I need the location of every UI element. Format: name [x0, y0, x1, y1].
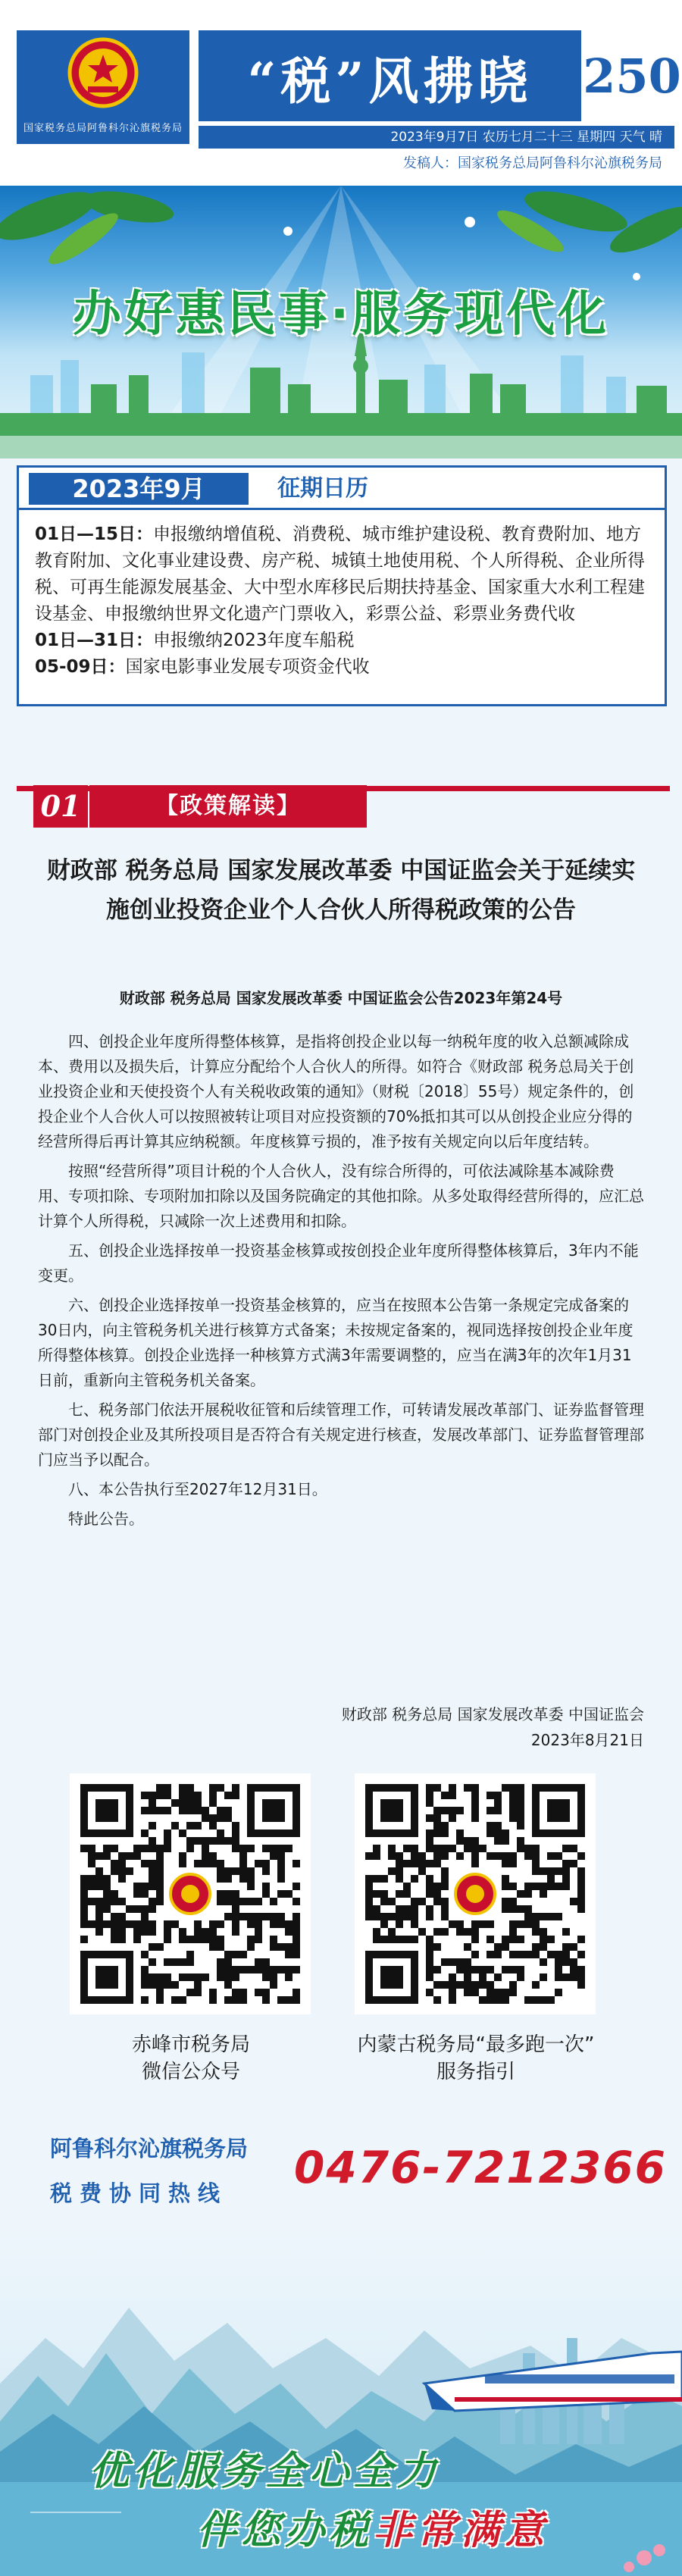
qr-caption-1 [47, 2031, 335, 2086]
section-title: 【政策解读】 [89, 785, 367, 828]
qr-code-service-guide[interactable] [355, 1773, 596, 2014]
calendar-row [35, 628, 655, 654]
calendar-row [35, 521, 655, 628]
article-paragraph: 特此公告。 [68, 1510, 144, 1528]
footer-slogan-part: 伴您办税 [197, 2507, 374, 2553]
article-title: 财政部 税务总局 国家发展改革委 中国证监会关于延续实施创业投资企业个人合伙人所得税政策的公告 [46, 857, 636, 924]
newsletter-title: “税”风拂晓 [247, 52, 533, 111]
banner-slogan: 办好惠民事·服务现代化 [72, 286, 610, 343]
calendar-row-text: 申报缴纳增值税、消费税、城市维护建设税、教育费附加、地方教育附加、文化事业建设费、房产税、城镇土地使用税、个人所得税、企业所得税、可再生能源发展基金、大中型水库移民后期扶持基金、国家重大水利工程建设基金、申报缴纳世界文化遗产门票收入，彩票公益、彩票业务费代收 [35, 524, 645, 624]
newsletter-title-box [199, 30, 581, 121]
qr-caption-line: 赤峰市税务局 [131, 2033, 250, 2056]
calendar-row [35, 654, 655, 681]
article-document-number: 财政部 税务总局 国家发展改革委 中国证监会公告2023年第24号 [119, 989, 563, 1007]
calendar-label: 征期日历 [277, 475, 368, 502]
footer-illustration [0, 2224, 682, 2576]
hotline-organization: 阿鲁科尔沁旗税务局 [50, 2136, 249, 2161]
qr-caption-line: 内蒙古税务局“最多跑一次” [357, 2033, 595, 2056]
qr-caption-line: 服务指引 [436, 2061, 515, 2083]
calendar-divider [17, 508, 667, 510]
calendar-list [35, 521, 655, 681]
article-date: 2023年8月21日 [530, 1731, 644, 1749]
calendar-row-date: 01日—31日： [35, 631, 154, 650]
qr-caption-line: 微信公众号 [141, 2061, 240, 2083]
hero-banner [0, 186, 682, 459]
article-paragraph: 六、创投企业选择按单一投资基金核算的，应当在按照本公告第一条规定完成备案的30日内，向主管税务机关进行核算方式备案；未按规定备案的，视同选择按创投企业年度所得整体核算。创投企业选择一种核算方式满3年需要调整的，应当在满3年的次年1月31日前，重新向主管税务机关备案。 [38, 1296, 634, 1389]
qr-code-chifeng-wechat[interactable] [70, 1773, 311, 2014]
dateline: 2023年9月7日 农历七月二十三 星期四 天气 晴 [199, 126, 674, 149]
calendar-row-date: 05-09日： [35, 657, 126, 677]
calendar-month: 2023年9月 [29, 473, 249, 505]
hotline-label: 税费协同热线 [50, 2180, 228, 2206]
masthead [0, 0, 682, 186]
logo-caption: 国家税务总局阿鲁科尔沁旗税务局 [23, 123, 183, 134]
footer-slogan-line-2 [197, 2498, 549, 2555]
issue-number: 250 [583, 48, 681, 104]
footer-slogan-highlight: 非常满意 [373, 2507, 549, 2553]
tax-emblem-icon [65, 35, 141, 111]
article-paragraph: 七、税务部门依法开展税收征管和后续管理工作，可转请发展改革部门、证券监督管理部门对创投企业及其所投项目是否符合有关规定进行核查，发展改革部门、证券监督管理部门应当予以配合。 [38, 1401, 644, 1469]
section-number: 01 [33, 785, 88, 828]
calendar-row-text: 国家电影事业发展专项资金代收 [125, 657, 370, 677]
qr-caption-2 [332, 2031, 620, 2086]
qr-code-icon [355, 1773, 596, 2014]
article-paragraph: 按照“经营所得”项目计税的个人合伙人，没有综合所得的，可依法减除基本减除费用、专项扣除、专项附加扣除以及国务院确定的其他扣除。从多处取得经营所得的，应汇总计算个人所得税，只减除一次上述费用和扣除。 [38, 1162, 644, 1230]
article-paragraph: 四、创投企业年度所得整体核算，是指将创投企业以每一纳税年度的收入总额减除成本、费用以及损失后，计算应分配给个人合伙人的所得。如符合《财政部 税务总局关于创业投资企业和天使投资个人有关税收政策的通知》（财税〔2018〕55号）规定条件的，创投企业个人合伙人可以按照被转让项目对应投资额的70%抵扣其可以从创投企业应分得的经营所得后再计算其应纳税额。年度核算亏损的，准予按有关规定向以后年度结转。 [38, 1032, 634, 1150]
footer-slogan-line-1: 优化服务全心全力 [89, 2448, 442, 2494]
calendar-row-text: 申报缴纳2023年度车船税 [153, 631, 355, 650]
qr-code-icon [70, 1773, 311, 2014]
calendar-header [17, 465, 441, 508]
sender-line: 发稿人：国家税务总局阿鲁科尔沁旗税务局 [403, 155, 662, 171]
calendar-row-date: 01日—15日： [35, 524, 154, 544]
hotline-phone-number[interactable]: 0476-7212366 [294, 2142, 667, 2193]
article-paragraph: 八、本公告执行至2027年12月31日。 [68, 1480, 327, 1498]
article-paragraph: 五、创投企业选择按单一投资基金核算或按创投企业年度所得整体核算后，3年内不能变更。 [38, 1241, 639, 1285]
article-body [38, 1029, 644, 1536]
article-signatories: 财政部 税务总局 国家发展改革委 中国证监会 [341, 1705, 644, 1723]
logo-box [17, 30, 189, 144]
